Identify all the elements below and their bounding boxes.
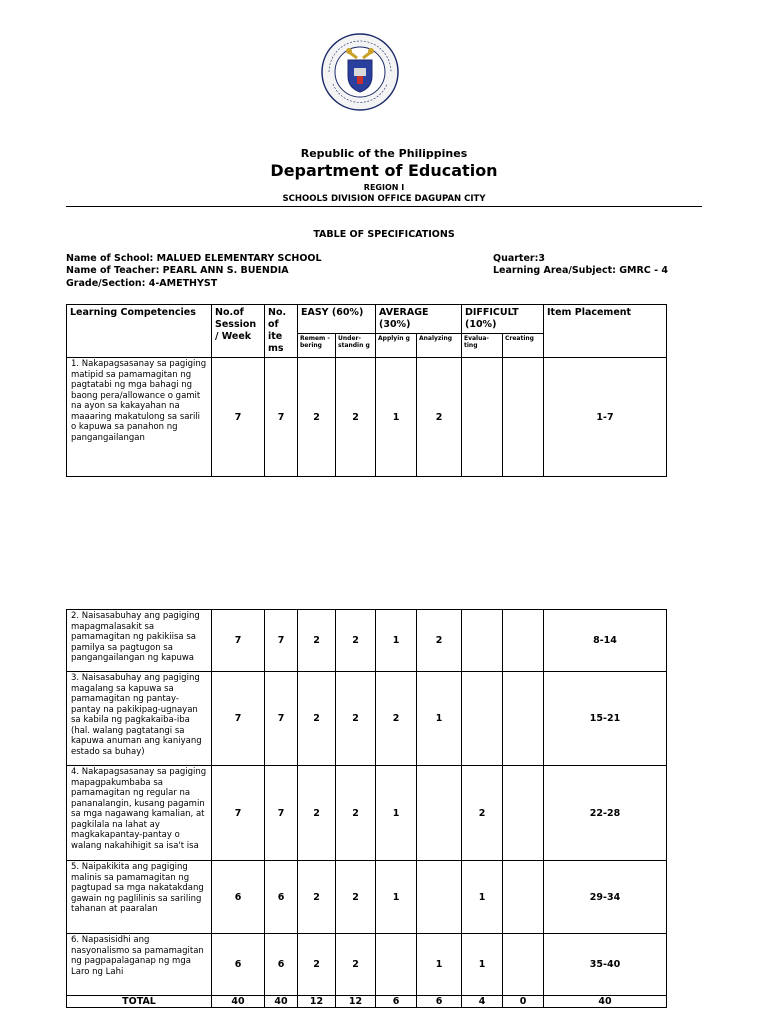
subheader-creating: Creating bbox=[503, 334, 544, 358]
header-easy: EASY (60%) bbox=[298, 305, 376, 334]
tos-table-page-2 bbox=[66, 609, 667, 1008]
competency-cell: 2. Naisasabuhay ang pagiging mapagmalasakit sa pamamagitan ng pakikiisa sa pamilya sa pagtugon sa pangangailangan ng kapuwa bbox=[67, 610, 212, 672]
evaluating-cell: 2 bbox=[462, 766, 503, 861]
sessions-cell: 7 bbox=[212, 610, 265, 672]
understanding-cell: 2 bbox=[336, 610, 376, 672]
applying-cell: 2 bbox=[376, 672, 417, 766]
understanding-cell: 2 bbox=[336, 358, 376, 477]
analyzing-cell: 1 bbox=[417, 934, 462, 996]
evaluating-cell: 1 bbox=[462, 861, 503, 934]
items-cell: 7 bbox=[265, 766, 298, 861]
sessions-cell: 6 bbox=[212, 861, 265, 934]
competency-cell: 3. Naisasabuhay ang pagiging magalang sa kapuwa sa pamamagitan ng pantay-pantay na pakikipag-ugnayan sa kabila ng pagkakaiba-iba (hal. walang pagtatangi sa kapuwa anuman ang kaniyang estado sa buhay) bbox=[67, 672, 212, 766]
sessions-cell: 6 bbox=[212, 934, 265, 996]
total-sessions: 40 bbox=[212, 996, 265, 1008]
subheader-analyzing: Analyzing bbox=[417, 334, 462, 358]
header-difficult: DIFFICULT (10%) bbox=[462, 305, 544, 334]
remembering-cell: 2 bbox=[298, 934, 336, 996]
analyzing-cell bbox=[417, 766, 462, 861]
understanding-cell: 2 bbox=[336, 672, 376, 766]
items-cell: 6 bbox=[265, 861, 298, 934]
placement-cell: 1-7 bbox=[544, 358, 667, 477]
total-analyzing: 6 bbox=[417, 996, 462, 1008]
remembering-cell: 2 bbox=[298, 672, 336, 766]
remembering-cell: 2 bbox=[298, 610, 336, 672]
creating-cell bbox=[503, 610, 544, 672]
placement-cell: 22-28 bbox=[544, 766, 667, 861]
table-row bbox=[67, 672, 667, 766]
teacher-name: Name of Teacher: PEARL ANN S. BUENDIA bbox=[66, 265, 289, 276]
understanding-cell: 2 bbox=[336, 934, 376, 996]
header-divider bbox=[66, 206, 702, 207]
items-cell: 6 bbox=[265, 934, 298, 996]
table-row bbox=[67, 861, 667, 934]
creating-cell bbox=[503, 672, 544, 766]
division-line: SCHOOLS DIVISION OFFICE DAGUPAN CITY bbox=[282, 194, 486, 204]
creating-cell bbox=[503, 934, 544, 996]
applying-cell: 1 bbox=[376, 610, 417, 672]
evaluating-cell: 1 bbox=[462, 934, 503, 996]
analyzing-cell bbox=[417, 861, 462, 934]
republic-line: Republic of the Philippines bbox=[300, 147, 468, 160]
table-row bbox=[67, 934, 667, 996]
total-label: TOTAL bbox=[67, 996, 212, 1008]
grade-section: Grade/Section: 4-AMETHYST bbox=[66, 278, 218, 289]
school-name: Name of School: MALUED ELEMENTARY SCHOOL bbox=[66, 253, 322, 264]
evaluating-cell bbox=[462, 672, 503, 766]
remembering-cell: 2 bbox=[298, 861, 336, 934]
table-row bbox=[67, 358, 667, 477]
competency-cell: 5. Naipakikita ang pagiging malinis sa pamamagitan ng pagtupad sa mga nakatakdang gawain ng paglilinis sa sariling tahanan at paaralan bbox=[67, 861, 212, 934]
remembering-cell: 2 bbox=[298, 766, 336, 861]
applying-cell: 1 bbox=[376, 861, 417, 934]
evaluating-cell bbox=[462, 610, 503, 672]
placement-cell: 8-14 bbox=[544, 610, 667, 672]
sessions-cell: 7 bbox=[212, 766, 265, 861]
evaluating-cell bbox=[462, 358, 503, 477]
competency-cell: 1. Nakapagsasanay sa pagiging matipid sa pamamagitan ng pagtatabi ng mga bahagi ng baong pera/allowance o gamit na ayon sa kakayahan na maaaring makatulong sa sarili o kapuwa sa panahon ng pangangailangan bbox=[67, 358, 212, 477]
sessions-cell: 7 bbox=[212, 672, 265, 766]
placement-cell: 35-40 bbox=[544, 934, 667, 996]
applying-cell: 1 bbox=[376, 766, 417, 861]
deped-seal-logo bbox=[321, 32, 399, 112]
applying-cell: 1 bbox=[376, 358, 417, 477]
document-title: TABLE OF SPECIFICATIONS bbox=[313, 229, 455, 240]
analyzing-cell: 1 bbox=[417, 672, 462, 766]
understanding-cell: 2 bbox=[336, 766, 376, 861]
header-placement: Item Placement bbox=[544, 305, 667, 358]
sessions-cell: 7 bbox=[212, 358, 265, 477]
total-placement: 40 bbox=[544, 996, 667, 1008]
total-items: 40 bbox=[265, 996, 298, 1008]
department-title: Department of Education bbox=[270, 161, 498, 180]
tos-table-page-1 bbox=[66, 304, 667, 477]
total-remembering: 12 bbox=[298, 996, 336, 1008]
items-cell: 7 bbox=[265, 358, 298, 477]
creating-cell bbox=[503, 766, 544, 861]
items-cell: 7 bbox=[265, 672, 298, 766]
subheader-applying: Applyin g bbox=[376, 334, 417, 358]
header-competencies: Learning Competencies bbox=[67, 305, 212, 358]
subheader-evaluating: Evalua- ting bbox=[462, 334, 503, 358]
remembering-cell: 2 bbox=[298, 358, 336, 477]
competency-cell: 6. Napasisidhi ang nasyonalismo sa pamamagitan ng pagpapalaganap ng mga Laro ng Lahi bbox=[67, 934, 212, 996]
region-line: REGION I bbox=[363, 183, 405, 192]
header-items: No. of ite ms bbox=[265, 305, 298, 358]
quarter: Quarter:3 bbox=[493, 253, 546, 264]
placement-cell: 15-21 bbox=[544, 672, 667, 766]
table-row bbox=[67, 610, 667, 672]
table-row bbox=[67, 766, 667, 861]
subheader-remembering: Remem -bering bbox=[298, 334, 336, 358]
applying-cell bbox=[376, 934, 417, 996]
understanding-cell: 2 bbox=[336, 861, 376, 934]
competency-cell: 4. Nakapagsasanay sa pagiging mapagpakumbaba sa pamamagitan ng regular na pananalangin, kusang pagamin sa mga nagawang kamalian, at pagkilala na lahat ay magkakapantay-pantay o walang nakahihigit sa isa't isa bbox=[67, 766, 212, 861]
learning-area-subject: Learning Area/Subject: GMRC - 4 bbox=[493, 265, 668, 276]
total-creating: 0 bbox=[503, 996, 544, 1008]
subheader-understanding: Under- standin g bbox=[336, 334, 376, 358]
placement-cell: 29-34 bbox=[544, 861, 667, 934]
items-cell: 7 bbox=[265, 610, 298, 672]
header-average: AVERAGE (30%) bbox=[376, 305, 462, 334]
creating-cell bbox=[503, 358, 544, 477]
analyzing-cell: 2 bbox=[417, 358, 462, 477]
total-row bbox=[67, 996, 667, 1008]
total-evaluating: 4 bbox=[462, 996, 503, 1008]
analyzing-cell: 2 bbox=[417, 610, 462, 672]
header-sessions: No.of Session / Week bbox=[212, 305, 265, 358]
creating-cell bbox=[503, 861, 544, 934]
total-understanding: 12 bbox=[336, 996, 376, 1008]
total-applying: 6 bbox=[376, 996, 417, 1008]
